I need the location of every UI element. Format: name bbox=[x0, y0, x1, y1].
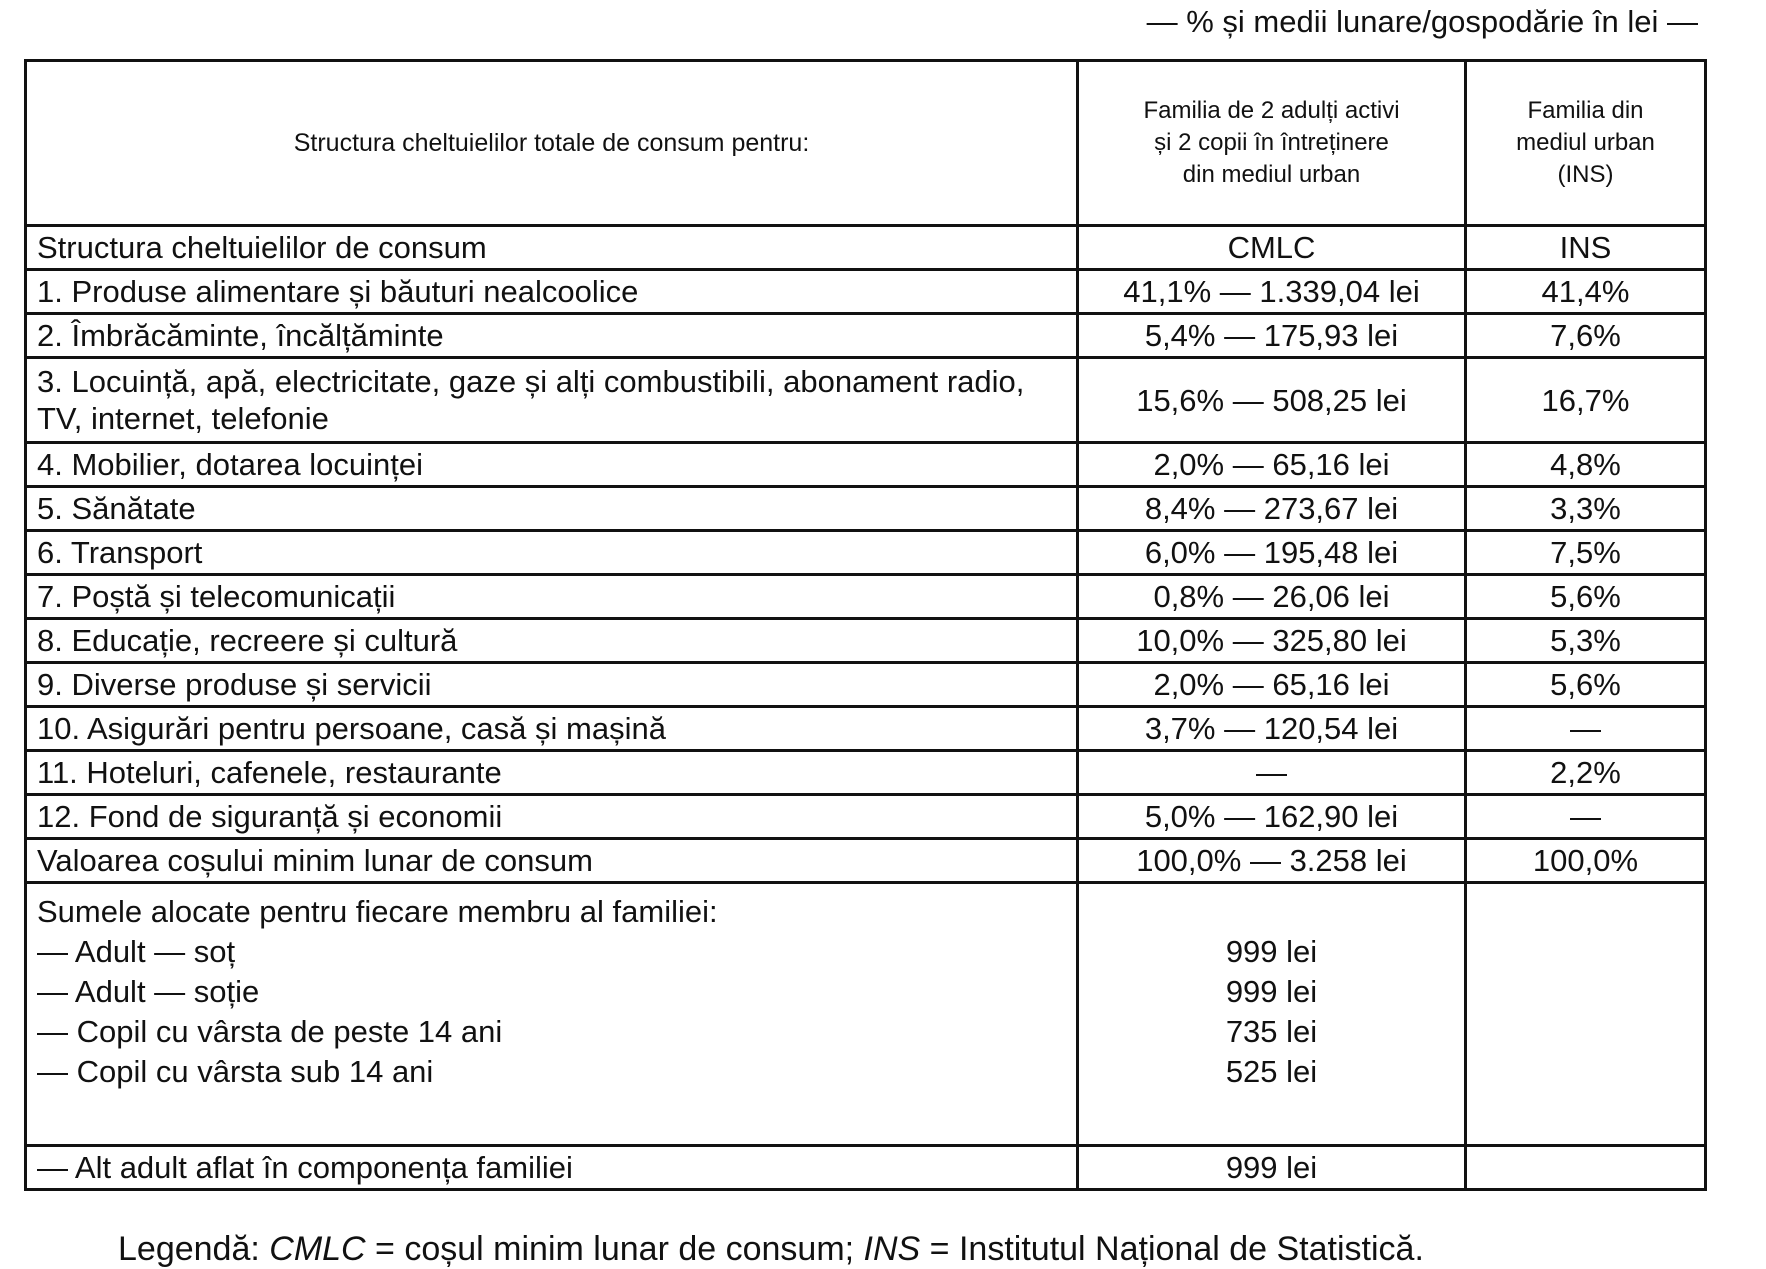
table-row bbox=[26, 795, 1706, 839]
row-ins-value: 5,6% bbox=[1466, 663, 1706, 707]
row-label: 6. Transport bbox=[26, 531, 1078, 575]
row-cmlc-value: 5,0% — 162,90 lei bbox=[1078, 795, 1466, 839]
row-ins-value: — bbox=[1466, 707, 1706, 751]
table-row bbox=[26, 751, 1706, 795]
members-ins-empty bbox=[1466, 883, 1706, 1146]
row-label: 11. Hoteluri, cafenele, restaurante bbox=[26, 751, 1078, 795]
header-family-line: Familia de 2 adulți activi bbox=[1143, 97, 1400, 124]
subheader-cmlc: CMLC bbox=[1078, 226, 1466, 270]
header-urban-line: Familia din bbox=[1527, 97, 1644, 124]
row-label: 10. Asigurări pentru persoane, casă și mașină bbox=[26, 707, 1078, 751]
table-row bbox=[26, 619, 1706, 663]
consumption-table-wrapper bbox=[24, 59, 1707, 1191]
members-row bbox=[26, 883, 1706, 1146]
table-row bbox=[26, 575, 1706, 619]
legend bbox=[118, 1229, 1424, 1269]
row-ins-value: 2,2% bbox=[1466, 751, 1706, 795]
row-label: 8. Educație, recreere și cultură bbox=[26, 619, 1078, 663]
member-label: — Copil cu vârsta de peste 14 ani bbox=[37, 1014, 503, 1049]
row-cmlc-value: 10,0% — 325,80 lei bbox=[1078, 619, 1466, 663]
row-label: 7. Poștă și telecomunicații bbox=[26, 575, 1078, 619]
header-urban-line: (INS) bbox=[1557, 161, 1614, 188]
table-row bbox=[26, 487, 1706, 531]
row-label-line: 3. Locuință, apă, electricitate, gaze și alți combustibili, abonament radio, bbox=[37, 364, 1025, 399]
row-label bbox=[26, 358, 1078, 443]
row-label: 1. Produse alimentare și băuturi nealcoolice bbox=[26, 270, 1078, 314]
row-cmlc-value: 15,6% — 508,25 lei bbox=[1078, 358, 1466, 443]
legend-abbr-cmlc: CMLC bbox=[269, 1230, 366, 1268]
legend-def-ins: = Institutul Național de Statistică. bbox=[920, 1230, 1424, 1268]
row-ins-value: 5,6% bbox=[1466, 575, 1706, 619]
header-urban-line: mediul urban bbox=[1516, 129, 1655, 156]
total-ins-value: 100,0% bbox=[1466, 839, 1706, 883]
other-adult-ins-empty bbox=[1466, 1146, 1706, 1190]
subheader-ins: INS bbox=[1466, 226, 1706, 270]
table-row bbox=[26, 358, 1706, 443]
row-ins-value: 4,8% bbox=[1466, 443, 1706, 487]
table-row bbox=[26, 270, 1706, 314]
row-label: 9. Diverse produse și servicii bbox=[26, 663, 1078, 707]
units-note: — % și medii lunare/gospodărie în lei — bbox=[1146, 4, 1698, 39]
member-value: 525 lei bbox=[1225, 1054, 1318, 1089]
consumption-structure-table bbox=[24, 59, 1707, 1191]
other-adult-row bbox=[26, 1146, 1706, 1190]
row-ins-value: 3,3% bbox=[1466, 487, 1706, 531]
row-cmlc-value: — bbox=[1078, 751, 1466, 795]
members-labels bbox=[26, 883, 1078, 1146]
row-cmlc-value: 2,0% — 65,16 lei bbox=[1078, 443, 1466, 487]
member-value: 999 lei bbox=[1225, 934, 1318, 969]
header-family-2-adults bbox=[1078, 61, 1466, 226]
total-row bbox=[26, 839, 1706, 883]
header-urban-family-ins bbox=[1466, 61, 1706, 226]
member-label: — Copil cu vârsta sub 14 ani bbox=[37, 1054, 434, 1089]
row-label: 5. Sănătate bbox=[26, 487, 1078, 531]
row-label-line: TV, internet, telefonie bbox=[37, 401, 329, 436]
row-cmlc-value: 0,8% — 26,06 lei bbox=[1078, 575, 1466, 619]
table-row bbox=[26, 663, 1706, 707]
members-title: Sumele alocate pentru fiecare membru al familiei: bbox=[37, 894, 718, 929]
total-label: Valoarea coșului minim lunar de consum bbox=[26, 839, 1078, 883]
members-values bbox=[1078, 883, 1466, 1146]
row-ins-value: 16,7% bbox=[1466, 358, 1706, 443]
total-cmlc-value: 100,0% — 3.258 lei bbox=[1078, 839, 1466, 883]
legend-def-cmlc: = coșul minim lunar de consum; bbox=[365, 1230, 864, 1268]
row-cmlc-value: 6,0% — 195,48 lei bbox=[1078, 531, 1466, 575]
subheader-row bbox=[26, 226, 1706, 270]
row-cmlc-value: 2,0% — 65,16 lei bbox=[1078, 663, 1466, 707]
header-structure: Structura cheltuielilor totale de consum pentru: bbox=[26, 61, 1078, 226]
header-row bbox=[26, 61, 1706, 226]
legend-prefix: Legendă: bbox=[118, 1230, 270, 1268]
table-row bbox=[26, 707, 1706, 751]
member-value: 735 lei bbox=[1225, 1014, 1318, 1049]
member-value: 999 lei bbox=[1225, 974, 1318, 1009]
legend-abbr-ins: INS bbox=[863, 1230, 921, 1268]
row-ins-value: — bbox=[1466, 795, 1706, 839]
table-row bbox=[26, 443, 1706, 487]
table-row bbox=[26, 314, 1706, 358]
row-cmlc-value: 41,1% — 1.339,04 lei bbox=[1078, 270, 1466, 314]
member-label: — Adult — soț bbox=[37, 934, 236, 969]
header-family-line: din mediul urban bbox=[1182, 161, 1361, 188]
row-ins-value: 5,3% bbox=[1466, 619, 1706, 663]
row-label: 4. Mobilier, dotarea locuinței bbox=[26, 443, 1078, 487]
row-label: 2. Îmbrăcăminte, încălțăminte bbox=[26, 314, 1078, 358]
other-adult-value: 999 lei bbox=[1078, 1146, 1466, 1190]
header-family-line: și 2 copii în întreținere bbox=[1154, 129, 1389, 156]
subheader-label: Structura cheltuielilor de consum bbox=[26, 226, 1078, 270]
member-label: — Adult — soție bbox=[37, 974, 260, 1009]
row-ins-value: 7,5% bbox=[1466, 531, 1706, 575]
row-label: 12. Fond de siguranță și economii bbox=[26, 795, 1078, 839]
other-adult-label: — Alt adult aflat în componența familiei bbox=[26, 1146, 1078, 1190]
row-ins-value: 7,6% bbox=[1466, 314, 1706, 358]
table-row bbox=[26, 531, 1706, 575]
row-cmlc-value: 8,4% — 273,67 lei bbox=[1078, 487, 1466, 531]
row-cmlc-value: 5,4% — 175,93 lei bbox=[1078, 314, 1466, 358]
row-ins-value: 41,4% bbox=[1466, 270, 1706, 314]
row-cmlc-value: 3,7% — 120,54 lei bbox=[1078, 707, 1466, 751]
